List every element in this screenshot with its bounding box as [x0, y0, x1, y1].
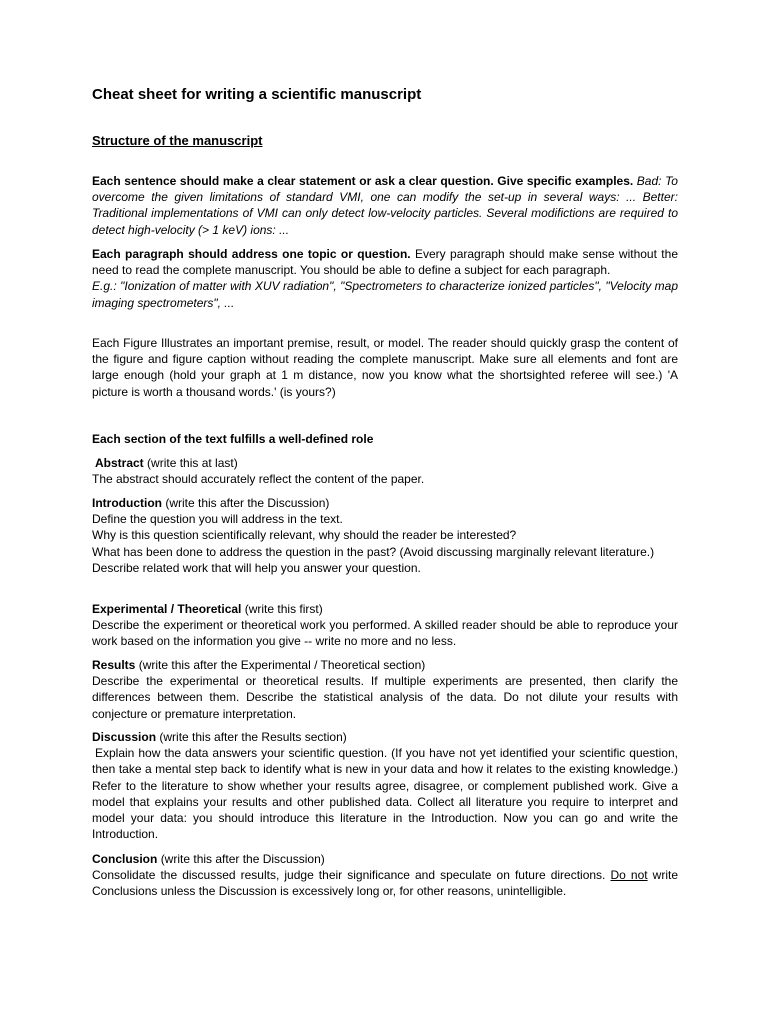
- experimental-section: [92, 601, 678, 650]
- document-title: Cheat sheet for writing a scientific manuscript: [92, 86, 422, 103]
- sections-heading: Each section of the text fulfills a well-defined role: [92, 432, 374, 446]
- abstract-body: The abstract should accurately reflect the content of the paper.: [92, 472, 425, 487]
- introduction-note: (write this after the Discussion): [165, 496, 330, 510]
- paragraph-body: Every paragraph should make sense without the need to read the complete manuscript. You should be able to define a subject for each paragraph.: [92, 247, 678, 278]
- document-page: [92, 0, 678, 1024]
- paragraph-block: [92, 246, 678, 311]
- conclusion-note: (write this after the Discussion): [160, 852, 325, 866]
- conclusion-body-start: Consolidate the discussed results, judge their significance and speculate on future directions.: [92, 868, 606, 883]
- experimental-title: Experimental / Theoretical: [92, 602, 242, 616]
- figure-text: Each Figure Illustrates an important premise, result, or model. The reader should quickly grasp the content of the figure and figure caption without reading the complete manuscript. Make sure all elements and font are large enough (hold your graph at 1 m distance, now you know what the shortsighted referee will see.) 'A picture is worth a thousand words.' (is yours?): [92, 336, 678, 399]
- introduction-line: Define the question you will address in the text.: [92, 512, 343, 527]
- paragraph-lead: Each paragraph should address one topic or question.: [92, 247, 411, 261]
- conclusion-title: Conclusion: [92, 852, 158, 866]
- introduction-section: [92, 495, 678, 576]
- introduction-title: Introduction: [92, 496, 162, 510]
- results-note: (write this after the Experimental / Theoretical section): [138, 658, 426, 672]
- abstract-section: [92, 455, 678, 487]
- sentence-better-example: Better: Traditional implementations of VMI can only detect low-velocity particles. Several modifictions are required to detect high-velocity (> 1 keV) ions: ...: [92, 190, 678, 237]
- results-body: Describe the experimental or theoretical results. If multiple experiments are presented, then clarify the differences between them. Describe the statistical analysis of the data. Do not dilute your results with conjecture or premature interpretation.: [92, 674, 678, 721]
- experimental-body: Describe the experiment or theoretical work you performed. A skilled reader should be able to reproduce your work based on the information you give -- write no more and no less.: [92, 618, 678, 649]
- discussion-body: Explain how the data answers your scientific question. (If you have not yet identified your scientific question, then take a mental step back to identify what is new in your data and how it relates to the existing knowledge.) Refer to the literature to show whether your results agree, disagree, or complement published work. Give a model that explains your results and other published data. Collect all literature you require to interpret and model your data: you should introduce this literature in the Introduction. Now you can go and write the Introduction.: [92, 746, 678, 842]
- sentence-block: [92, 173, 678, 238]
- paragraph-example: E.g.: "Ionization of matter with XUV radiation", "Spectrometers to characterize ionized particles", "Velocity map imaging spectrometers", ...: [92, 279, 678, 310]
- figure-block: [92, 335, 678, 400]
- introduction-line: Why is this question scientifically relevant, why should the reader be interested?: [92, 528, 517, 543]
- conclusion-body-end: write Conclusions unless the Discussion is excessively long or, for other reasons, unintelligible.: [92, 868, 678, 899]
- discussion-note: (write this after the Results section): [159, 730, 347, 744]
- experimental-note: (write this first): [244, 602, 323, 616]
- conclusion-section: [92, 851, 678, 900]
- abstract-note: (write this at last): [147, 456, 238, 470]
- structure-heading: Structure of the manuscript: [92, 133, 263, 148]
- abstract-title: Abstract: [95, 456, 144, 470]
- introduction-line: Describe related work that will help you answer your question.: [92, 560, 421, 575]
- results-title: Results: [92, 658, 136, 672]
- discussion-title: Discussion: [92, 730, 157, 744]
- sentence-bad-example: Bad: To overcome the given limitations of standard VMI, one can modify the set-up in several ways: ...: [92, 174, 678, 205]
- introduction-line: What has been done to address the question in the past? (Avoid discussing marginally relevant literature.): [92, 544, 655, 559]
- conclusion-do-not: Do not: [610, 868, 648, 883]
- results-section: [92, 657, 678, 722]
- sentence-lead: Each sentence should make a clear statement or ask a clear question. Give specific examples.: [92, 174, 634, 188]
- discussion-section: [92, 729, 678, 842]
